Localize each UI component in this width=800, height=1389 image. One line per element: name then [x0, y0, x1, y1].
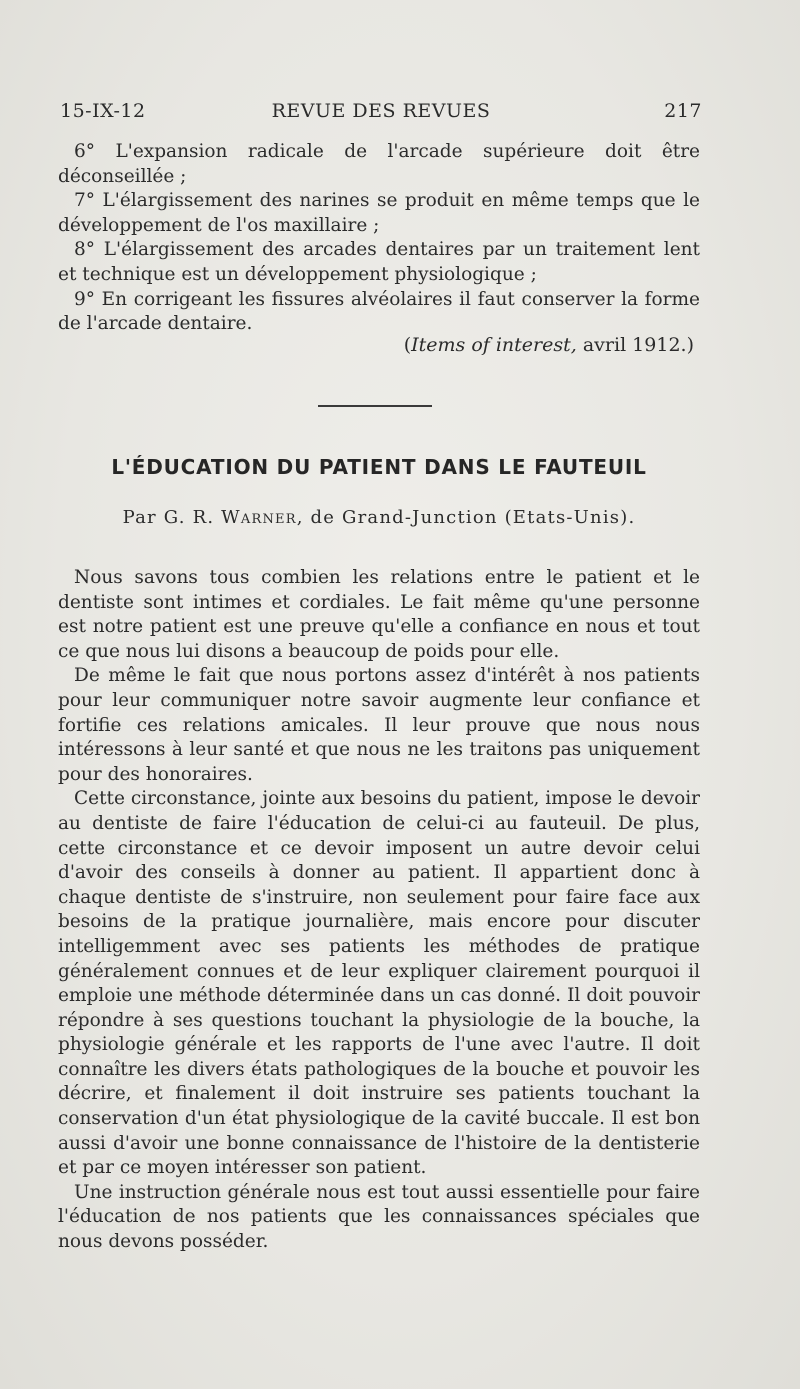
citation-date: avril 1912. [582, 334, 687, 356]
header-date: 15-IX-12 [60, 100, 146, 122]
header-journal-title: REVUE DES REVUES [271, 100, 491, 122]
byline [58, 507, 700, 528]
byline-prefix: Par G. R. [122, 507, 215, 528]
list-item: 9° En corrigeant les fissures alvéolaires il faut conserver la forme de l'arcade dentaire. [58, 288, 700, 335]
body-paragraph: De même le fait que nous portons assez d'intérêt à nos patients pour leur communiquer notre savoir augmente leur confiance et fortifie ces relations amicales. Il leur prouve que nous nous intéressons à leur santé et que nous ne les traitons pas uniquement pour des honoraires. [58, 665, 700, 785]
author-affiliation: de Grand-Junction (Etats-Unis). [310, 507, 636, 528]
citation-source: Items of interest, [411, 334, 577, 356]
citation: (Items of interest, avril 1912.) [403, 334, 694, 356]
numbered-list [58, 140, 700, 337]
article-body [58, 566, 700, 1255]
list-item: 7° L'élargissement des narines se produit en même temps que le développement de l'os maxillaire ; [58, 190, 700, 236]
section-divider [318, 405, 432, 407]
article-title: L'ÉDUCATION DU PATIENT DANS LE FAUTEUIL [111, 455, 647, 479]
body-paragraph: Cette circonstance, jointe aux besoins du patient, impose le devoir au dentiste de faire l'éducation de celui-ci au fauteuil. De plus, cette circonstance et ce devoir imposent un autre devoir celui d'avoir des conseils à donner au patient. Il appartient donc à chaque dentiste de s'instruire, non seulement pour faire face aux besoins de la pratique journalière, mais encore pour discuter intelligemment avec ses patients les méthodes de pratique généralement connues et de leur expliquer clairement pourquoi il emploie une méthode déterminée dans un cas donné. Il doit pouvoir répondre à ses questions touchant la physiologie de la bouche, la physiologie générale et les rapports de l'une avec l'autre. Il doit connaître les divers états pathologiques de la bouche et pouvoir les décrire, et finalement il doit instruire ses patients touchant la conservation d'un état physiologique de la cavité buccale. Il est bon aussi d'avoir une bonne connaissance de l'histoire de la dentisterie et par ce moyen intéresser son patient. [58, 788, 700, 1179]
running-head [60, 100, 702, 128]
body-paragraph: Nous savons tous combien les relations entre le patient et le dentiste sont intimes et cordiales. Le fait même qu'une personne est notre patient est une preuve qu'elle a confiance en nous et tout ce que nous lui disons a beaucoup de poids pour elle. [58, 567, 700, 662]
author-name: Warner, [221, 507, 304, 528]
list-item: 6° L'expansion radicale de l'arcade supérieure doit être déconseillée ; [58, 141, 700, 187]
page-number: 217 [664, 100, 702, 122]
list-item: 8° L'élargissement des arcades dentaires par un traitement lent et technique est un développement physiologique ; [58, 239, 700, 285]
body-paragraph: Une instruction générale nous est tout aussi essentielle pour faire l'éducation de nos patients que les connaissances spéciales que nous devons posséder. [58, 1181, 700, 1253]
